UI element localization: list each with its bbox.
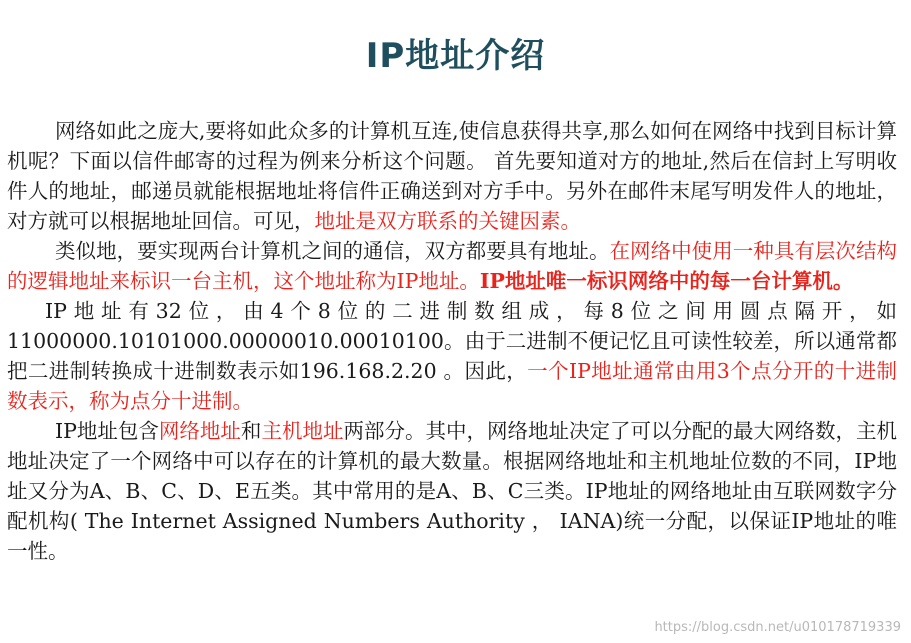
paragraph-2: [7, 236, 897, 296]
paragraph-3: [7, 296, 897, 416]
p4-text-a: IP地址包含: [55, 419, 159, 443]
p4-text-c: 两部分。其中，网络地址决定了可以分配的最大网络数，主机地址决定了一个网络中可以存在的计算机的最大数量。根据网络地址和主机地址位数的不同，IP地址又分为A、B、C、D、E五类。其中常用的是A、B、C三类。IP地址的网络地址由互联网数字分配机构( The Internet Assigned Numbers Authority ， IANA)统一分配，以保证IP地址的唯一性。: [7, 419, 898, 563]
p2-text: 类似地，要实现两台计算机之间的通信，双方都要具有地址。: [55, 239, 610, 263]
paragraph-4: [7, 416, 897, 566]
page-title: IP地址介绍: [365, 36, 546, 76]
p3-highlight: 一个IP地址通常由用3个点分开的十进制数表示，称为点分十进制。: [7, 359, 898, 413]
p3-text: IP地址有32位，由4个8位的二进制数组成，每8位之间用圆点隔开，如11000000.10101000.00000010.00010100。由于二进制不便记忆且可读性较差，所以通常都把二进制转换成十进制数表示如196.168.2.20 。因此，: [7, 299, 897, 383]
p4-text-b: 和: [240, 419, 262, 443]
p2-highlight: 在网络中使用一种具有层次结构的逻辑地址来标识一台主机，这个地址称为IP地址。: [7, 239, 898, 293]
p2-bold-highlight: IP地址唯一标识网络中的每一台计算机。: [479, 269, 854, 293]
document-body: [7, 116, 897, 566]
p4-highlight-network: 网络地址: [158, 419, 241, 443]
p1-text: 网络如此之庞大,要将如此众多的计算机互连,使信息获得共享,那么如何在网络中找到目标计算机呢？下面以信件邮寄的过程为例来分析这个问题。 首先要知道对方的地址,然后在信封上写明收件人的地址，邮递员就能根据地址将信件正确送到对方手中。另外在邮件末尾写明发件人的地址，对方就可以根据地址回信。可见，: [7, 119, 897, 233]
paragraph-1: [7, 116, 897, 236]
p4-highlight-host: 主机地址: [261, 419, 344, 443]
watermark: https://blog.csdn.net/u010178719339: [654, 620, 901, 635]
p1-highlight: 地址是双方联系的关键因素。: [314, 209, 581, 233]
